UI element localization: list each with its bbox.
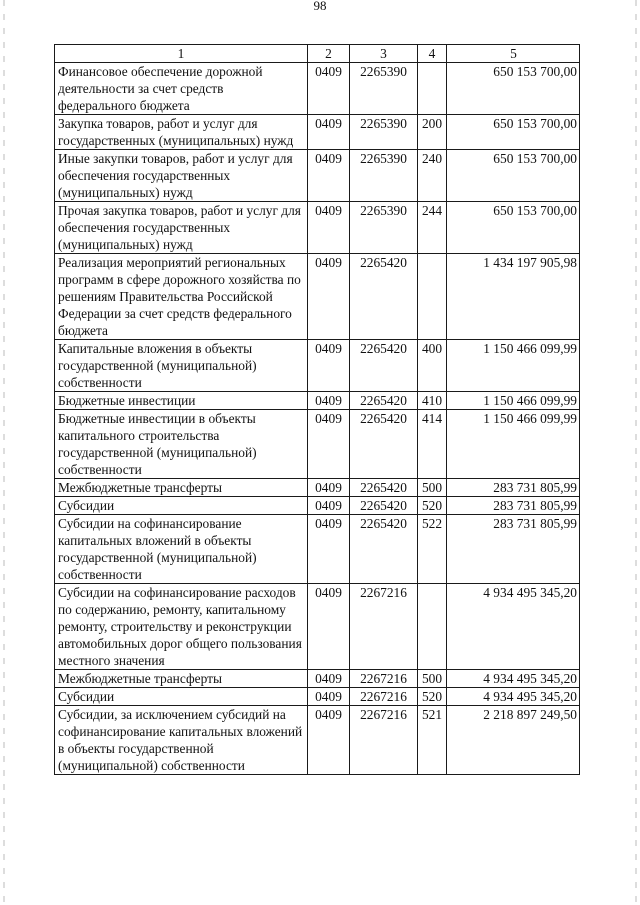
row-name: Бюджетные инвестиции в объекты капитального строительства государственной (муниципальной) собственности xyxy=(55,410,308,479)
row-target-code: 2265420 xyxy=(350,497,418,515)
row-name: Бюджетные инвестиции xyxy=(55,392,308,410)
row-amount: 650 153 700,00 xyxy=(447,150,580,202)
row-expense-type: 520 xyxy=(418,688,447,706)
table-row xyxy=(55,670,580,688)
table-row xyxy=(55,392,580,410)
row-name: Субсидии xyxy=(55,688,308,706)
row-expense-type: 240 xyxy=(418,150,447,202)
budget-table xyxy=(54,44,580,775)
row-name: Межбюджетные трансферты xyxy=(55,479,308,497)
row-expense-type: 400 xyxy=(418,340,447,392)
row-section-code: 0409 xyxy=(308,688,350,706)
table-row xyxy=(55,515,580,584)
header-col-2: 2 xyxy=(308,45,350,63)
row-amount: 283 731 805,99 xyxy=(447,479,580,497)
row-target-code: 2265390 xyxy=(350,63,418,115)
row-amount: 1 150 466 099,99 xyxy=(447,392,580,410)
row-name: Прочая закупка товаров, работ и услуг для обеспечения государственных (муниципальных) нужд xyxy=(55,202,308,254)
row-section-code: 0409 xyxy=(308,392,350,410)
header-col-4: 4 xyxy=(418,45,447,63)
table-row xyxy=(55,150,580,202)
table-row xyxy=(55,479,580,497)
table-row xyxy=(55,497,580,515)
row-section-code: 0409 xyxy=(308,150,350,202)
row-expense-type: 200 xyxy=(418,115,447,150)
row-section-code: 0409 xyxy=(308,202,350,254)
table-row xyxy=(55,63,580,115)
row-name: Субсидии на софинансирование расходов по содержанию, ремонту, капитальному ремонту, строительству и реконструкции автомобильных дорог общего пользования местного значения xyxy=(55,584,308,670)
row-name: Финансовое обеспечение дорожной деятельности за счет средств федерального бюджета xyxy=(55,63,308,115)
row-target-code: 2265390 xyxy=(350,150,418,202)
table-row xyxy=(55,410,580,479)
row-expense-type: 520 xyxy=(418,497,447,515)
table-row xyxy=(55,584,580,670)
row-amount: 1 150 466 099,99 xyxy=(447,340,580,392)
row-target-code: 2265420 xyxy=(350,479,418,497)
row-target-code: 2265420 xyxy=(350,410,418,479)
row-section-code: 0409 xyxy=(308,515,350,584)
table-body xyxy=(55,63,580,775)
row-amount: 4 934 495 345,20 xyxy=(447,670,580,688)
row-expense-type: 522 xyxy=(418,515,447,584)
row-amount: 2 218 897 249,50 xyxy=(447,706,580,775)
row-amount: 650 153 700,00 xyxy=(447,202,580,254)
row-target-code: 2267216 xyxy=(350,706,418,775)
row-section-code: 0409 xyxy=(308,63,350,115)
row-section-code: 0409 xyxy=(308,254,350,340)
row-target-code: 2267216 xyxy=(350,670,418,688)
row-target-code: 2265420 xyxy=(350,515,418,584)
header-col-5: 5 xyxy=(447,45,580,63)
row-target-code: 2265420 xyxy=(350,254,418,340)
row-amount: 1 150 466 099,99 xyxy=(447,410,580,479)
row-name: Межбюджетные трансферты xyxy=(55,670,308,688)
row-section-code: 0409 xyxy=(308,670,350,688)
row-target-code: 2265420 xyxy=(350,340,418,392)
row-target-code: 2267216 xyxy=(350,584,418,670)
row-section-code: 0409 xyxy=(308,479,350,497)
row-expense-type: 500 xyxy=(418,479,447,497)
row-amount: 650 153 700,00 xyxy=(447,115,580,150)
table-row xyxy=(55,254,580,340)
table-row xyxy=(55,340,580,392)
row-name: Субсидии, за исключением субсидий на софинансирование капитальных вложений в объекты государственной (муниципальной) собственности xyxy=(55,706,308,775)
row-target-code: 2265390 xyxy=(350,202,418,254)
row-target-code: 2267216 xyxy=(350,688,418,706)
table-row xyxy=(55,706,580,775)
row-section-code: 0409 xyxy=(308,410,350,479)
table-row xyxy=(55,202,580,254)
row-target-code: 2265390 xyxy=(350,115,418,150)
row-section-code: 0409 xyxy=(308,340,350,392)
row-expense-type: 500 xyxy=(418,670,447,688)
row-amount: 283 731 805,99 xyxy=(447,515,580,584)
row-expense-type xyxy=(418,63,447,115)
row-name: Субсидии xyxy=(55,497,308,515)
row-amount: 650 153 700,00 xyxy=(447,63,580,115)
row-amount: 283 731 805,99 xyxy=(447,497,580,515)
row-amount: 4 934 495 345,20 xyxy=(447,688,580,706)
row-expense-type: 521 xyxy=(418,706,447,775)
row-section-code: 0409 xyxy=(308,115,350,150)
row-name: Реализация мероприятий региональных программ в сфере дорожного хозяйства по решениям Правительства Российской Федерации за счет средств федерального бюджета xyxy=(55,254,308,340)
row-name: Закупка товаров, работ и услуг для государственных (муниципальных) нужд xyxy=(55,115,308,150)
table-row xyxy=(55,115,580,150)
row-name: Иные закупки товаров, работ и услуг для обеспечения государственных (муниципальных) нужд xyxy=(55,150,308,202)
row-name: Субсидии на софинансирование капитальных вложений в объекты государственной (муниципальной) собственности xyxy=(55,515,308,584)
row-amount: 1 434 197 905,98 xyxy=(447,254,580,340)
budget-table-container xyxy=(54,44,580,775)
row-amount: 4 934 495 345,20 xyxy=(447,584,580,670)
header-col-3: 3 xyxy=(350,45,418,63)
row-name: Капитальные вложения в объекты государственной (муниципальной) собственности xyxy=(55,340,308,392)
header-col-1: 1 xyxy=(55,45,308,63)
row-expense-type: 244 xyxy=(418,202,447,254)
row-expense-type: 414 xyxy=(418,410,447,479)
row-section-code: 0409 xyxy=(308,584,350,670)
scan-edge-right xyxy=(635,0,637,905)
table-header-row xyxy=(55,45,580,63)
page-number: 98 xyxy=(313,0,327,13)
row-section-code: 0409 xyxy=(308,497,350,515)
scan-edge-left xyxy=(3,0,5,905)
table-row xyxy=(55,688,580,706)
row-target-code: 2265420 xyxy=(350,392,418,410)
row-expense-type: 410 xyxy=(418,392,447,410)
row-section-code: 0409 xyxy=(308,706,350,775)
row-expense-type xyxy=(418,254,447,340)
row-expense-type xyxy=(418,584,447,670)
